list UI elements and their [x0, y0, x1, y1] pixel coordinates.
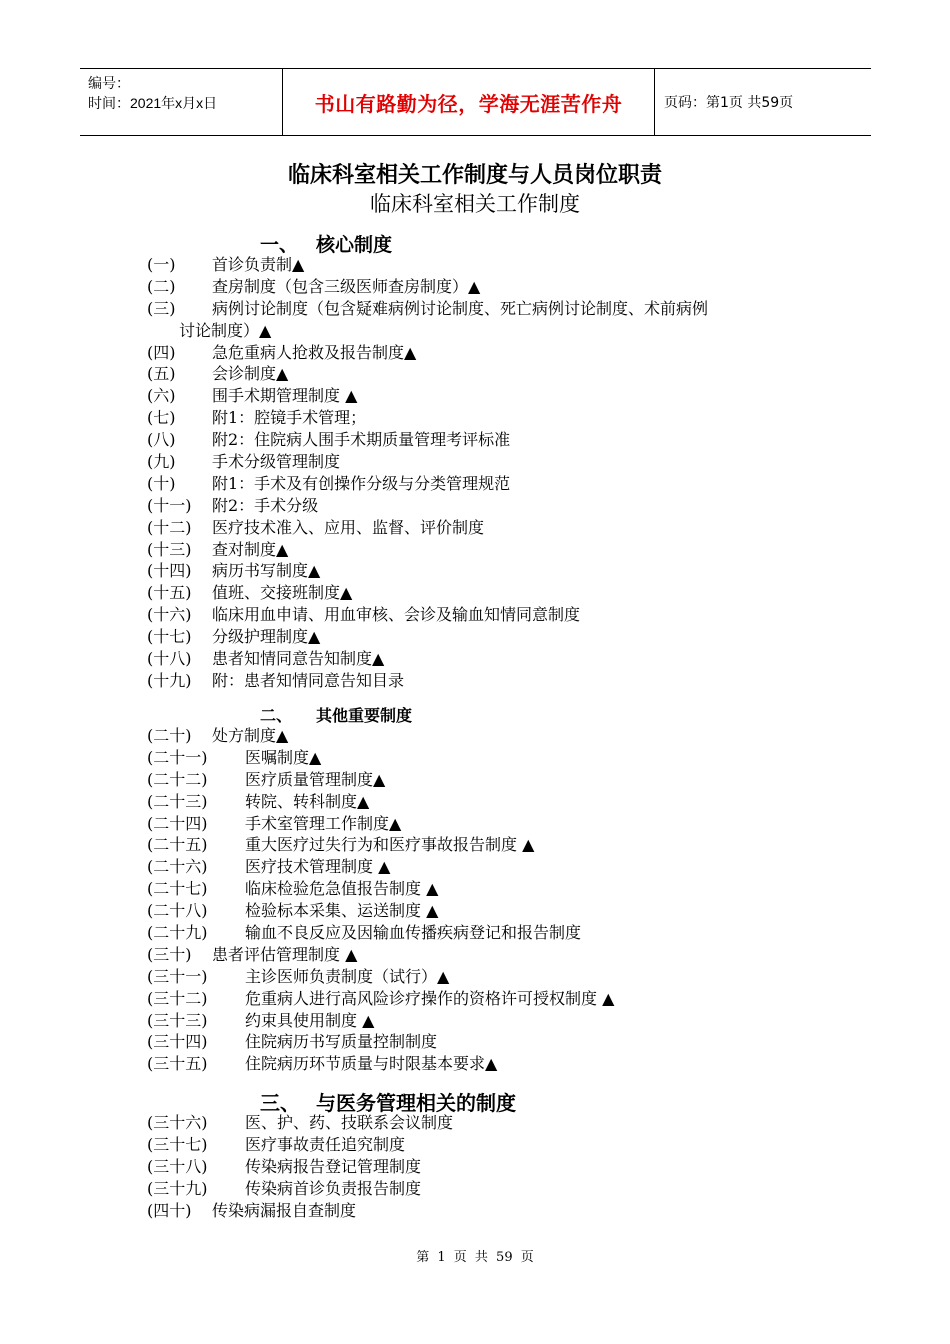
item-number: (十三)	[147, 539, 192, 559]
item-number: (十二)	[147, 517, 192, 537]
item-text: 危重病人进行高风险诊疗操作的资格许可授权制度 ▲	[245, 988, 615, 1008]
item-text: 急危重病人抢救及报告制度▲	[212, 342, 417, 362]
item-text: 约束具使用制度 ▲	[245, 1010, 375, 1030]
item-text: 附1：手术及有创操作分级与分类管理规范	[212, 473, 511, 493]
item-number: (二十七)	[147, 879, 208, 899]
item-number: (四)	[147, 342, 176, 362]
item-number: (十九)	[147, 670, 192, 690]
section-list-other	[147, 725, 837, 1075]
item-number: (十四)	[147, 561, 192, 581]
item-text: 查对制度▲	[212, 539, 289, 559]
time-label: 时间：2021年x月x日	[88, 95, 218, 111]
item-text: 传染病漏报自查制度	[212, 1200, 357, 1220]
list-item	[147, 363, 837, 385]
item-text: 附1：腔镜手术管理；	[212, 408, 367, 428]
item-number: (二十九)	[147, 923, 208, 943]
item-number: (一)	[147, 255, 176, 274]
header-divider	[654, 69, 655, 135]
section-number: 二、	[260, 706, 293, 725]
list-item	[147, 747, 837, 769]
list-item	[147, 517, 837, 539]
list-item	[147, 254, 837, 276]
item-number: (三十四)	[147, 1032, 208, 1052]
list-item	[147, 298, 837, 342]
item-number: (十五)	[147, 583, 192, 603]
list-item	[147, 385, 837, 407]
item-number: (八)	[147, 430, 176, 450]
list-item	[147, 725, 837, 747]
item-text: 附2：住院病人围手术期质量管理考评标准	[212, 430, 511, 450]
document-subtitle: 临床科室相关工作制度	[370, 192, 580, 216]
section-heading-core	[260, 230, 392, 257]
section-title: 核心制度	[316, 234, 393, 256]
section-number: 三、	[260, 1091, 300, 1115]
item-text: 附2：手术分级	[212, 495, 319, 515]
list-item	[147, 878, 837, 900]
item-text: 医疗事故责任追究制度	[245, 1134, 406, 1154]
item-number: (三十六)	[147, 1113, 208, 1132]
list-item	[147, 1200, 837, 1222]
list-item	[147, 1053, 837, 1075]
item-text: 临床用血申请、用血审核、会诊及输血知情同意制度	[212, 605, 581, 625]
list-item	[147, 451, 837, 473]
header-meta	[88, 73, 217, 113]
list-item	[147, 1031, 837, 1053]
item-number: (三)	[147, 298, 176, 318]
list-item	[147, 560, 837, 582]
list-item	[147, 429, 837, 451]
item-number: (二)	[147, 276, 176, 296]
item-text: 手术分级管理制度	[212, 452, 341, 472]
section-title: 与医务管理相关的制度	[316, 1091, 516, 1115]
item-text: 分级护理制度▲	[212, 627, 321, 647]
item-number: (三十二)	[147, 988, 208, 1008]
item-number: (十六)	[147, 605, 192, 625]
item-number: (二十三)	[147, 791, 208, 811]
item-text: 附：患者知情同意告知目录	[212, 670, 405, 690]
list-item	[147, 944, 837, 966]
item-text: 主诊医师负责制度（试行）▲	[245, 966, 450, 986]
item-text: 医嘱制度▲	[245, 747, 322, 767]
item-number: (三十七)	[147, 1134, 208, 1154]
item-number: (二十四)	[147, 813, 208, 833]
item-text: 患者知情同意告知制度▲	[212, 649, 385, 669]
item-number: (九)	[147, 452, 176, 472]
item-number: (二十)	[147, 726, 192, 745]
list-item	[147, 1010, 837, 1032]
list-item	[147, 966, 837, 988]
item-text: 传染病首诊负责报告制度	[245, 1178, 422, 1198]
item-number: (五)	[147, 364, 176, 384]
item-text: 临床检验危急值报告制度 ▲	[245, 879, 439, 899]
list-item	[147, 604, 837, 626]
item-text: 医疗技术准入、应用、监督、评价制度	[212, 517, 485, 537]
item-number: (三十一)	[147, 966, 208, 986]
item-number: (三十)	[147, 944, 192, 964]
item-number: (四十)	[147, 1200, 192, 1220]
item-text: 病例讨论制度（包含疑难病例讨论制度、死亡病例讨论制度、术前病例	[212, 298, 709, 318]
document-title: 临床科室相关工作制度与人员岗位职责	[287, 163, 662, 188]
item-number: (二十一)	[147, 747, 208, 767]
list-item	[147, 539, 837, 561]
item-number: (十八)	[147, 649, 192, 669]
list-item	[147, 769, 837, 791]
list-item	[147, 922, 837, 944]
item-text: 会诊制度▲	[212, 364, 289, 384]
section-list-management	[147, 1112, 837, 1221]
list-item	[147, 1112, 837, 1134]
list-item	[147, 342, 837, 364]
item-text-continued: 讨论制度）▲	[179, 320, 272, 340]
item-number: (二十五)	[147, 835, 208, 855]
list-item	[147, 495, 837, 517]
list-item	[147, 626, 837, 648]
page-header	[80, 68, 871, 136]
item-text: 住院病历书写质量控制制度	[245, 1032, 438, 1052]
item-text: 传染病报告登记管理制度	[245, 1156, 422, 1176]
section-number: 一、	[260, 234, 299, 256]
list-item	[147, 1178, 837, 1200]
item-number: (十一)	[147, 495, 192, 515]
item-text: 围手术期管理制度 ▲	[212, 386, 358, 406]
item-number: (三十五)	[147, 1054, 208, 1074]
section-list-core	[147, 254, 837, 692]
number-label: 编号：	[88, 75, 130, 91]
list-item	[147, 276, 837, 298]
item-text: 病历书写制度▲	[212, 561, 321, 581]
item-text: 查房制度（包含三级医师查房制度）▲	[212, 276, 481, 296]
item-text: 转院、转科制度▲	[245, 791, 370, 811]
item-number: (二十二)	[147, 769, 208, 789]
list-item	[147, 813, 837, 835]
item-text: 首诊负责制▲	[212, 255, 305, 274]
item-number: (二十六)	[147, 857, 208, 877]
item-number: (三十九)	[147, 1178, 208, 1198]
list-item	[147, 582, 837, 604]
header-motto: 书山有路勤为径，学海无涯苦作舟	[314, 91, 623, 116]
item-text: 医疗质量管理制度▲	[245, 769, 386, 789]
item-number: (十七)	[147, 627, 192, 647]
list-item	[147, 407, 837, 429]
list-item	[147, 856, 837, 878]
list-item	[147, 900, 837, 922]
item-text: 重大医疗过失行为和医疗事故报告制度 ▲	[245, 835, 535, 855]
list-item	[147, 988, 837, 1010]
item-text: 手术室管理工作制度▲	[245, 813, 402, 833]
list-item	[147, 834, 837, 856]
item-number: (三十三)	[147, 1010, 208, 1030]
item-number: (六)	[147, 386, 176, 406]
item-text: 医、护、药、技联系会议制度	[245, 1113, 454, 1132]
item-text: 患者评估管理制度 ▲	[212, 944, 358, 964]
header-page-info: 页码：第1页 共59页	[664, 95, 794, 111]
list-item	[147, 791, 837, 813]
item-number: (七)	[147, 408, 176, 428]
section-title: 其他重要制度	[316, 706, 413, 725]
item-text: 住院病历环节质量与时限基本要求▲	[245, 1054, 498, 1074]
item-number: (二十八)	[147, 901, 208, 921]
item-text: 值班、交接班制度▲	[212, 583, 353, 603]
list-item	[147, 1134, 837, 1156]
page-footer: 第 1 页 共 59 页	[416, 1250, 534, 1265]
list-item	[147, 473, 837, 495]
item-text: 医疗技术管理制度 ▲	[245, 857, 391, 877]
list-item	[147, 648, 837, 670]
item-number: (十)	[147, 473, 176, 493]
item-text: 检验标本采集、运送制度 ▲	[245, 901, 439, 921]
item-text: 输血不良反应及因输血传播疾病登记和报告制度	[245, 923, 582, 943]
section-heading-other	[260, 703, 412, 726]
item-number: (三十八)	[147, 1156, 208, 1176]
item-text: 处方制度▲	[212, 726, 289, 745]
list-item	[147, 670, 837, 692]
list-item	[147, 1156, 837, 1178]
